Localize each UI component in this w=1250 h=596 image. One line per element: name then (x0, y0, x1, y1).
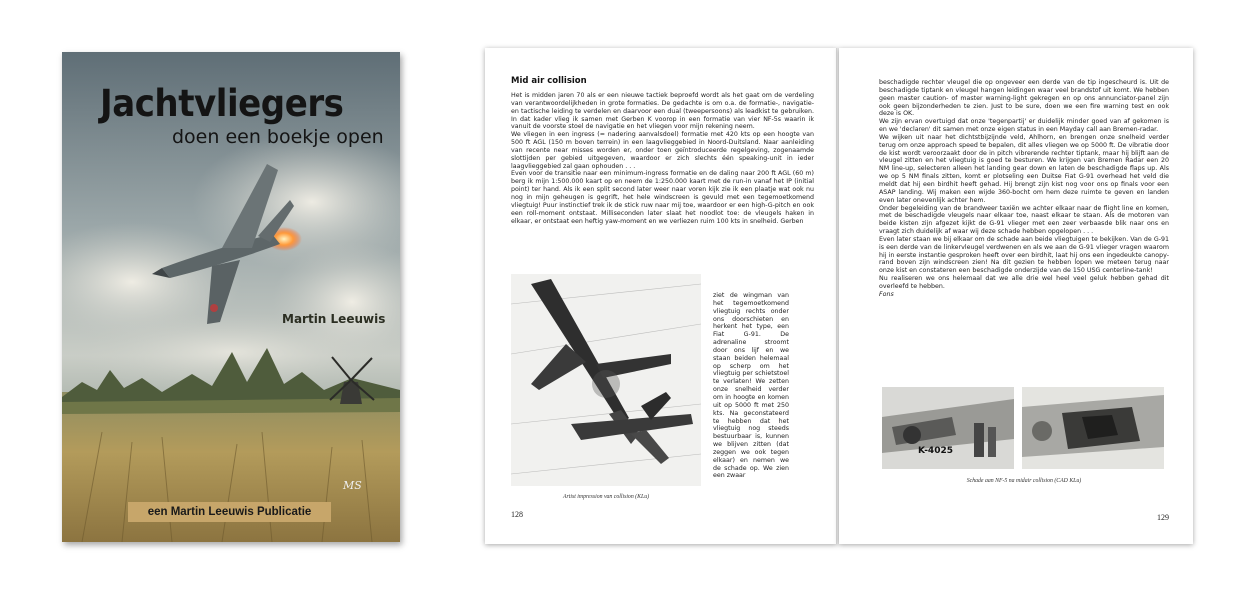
publisher-banner: een Martin Leeuwis Publicatie (128, 502, 331, 522)
paragraph: We vliegen in een ingress (= nadering aanvalsdoel) formatie met 420 kts op een hoogte van 500 ft AGL (150 m boven terrein) in een laagvlieggebied in Noord-Duitsland. Naar aanleiding van recente near misses worden er, onder toen geïntroduceerde regelgeving, zogenaamde slottijden per gebied uitgegeven, waardoor er zich slechts één speaking-unit in ieder laagvlieggebied zal gaan ophouden . . . (511, 131, 814, 170)
left-page-body (511, 92, 814, 225)
paragraph: Even later staan we bij elkaar om de schade aan beide vliegtuigen te bekijken. Van de G-91 is een derde van de linkervleugel verdwenen en als we aan de G-91 vlieger vragen waarom hij in eerste instantie gesproken heeft over een birdhit, laat hij ons een ingedeukte canopy-rand boven zijn windscreen zien! Na dit gezien te hebben lopen we meteen terug naar onze kist en constateren een beschadigde onderzijde van de 150 USG centerline-tank! (879, 235, 1169, 275)
cover-subtitle: doen een boekje open (172, 126, 384, 148)
page-number: 128 (511, 510, 523, 519)
illustration-caption: Artist impression van collision (KLu) (562, 494, 650, 500)
chapter-heading: Mid air collision (511, 76, 587, 86)
artist-signature: MS (343, 479, 362, 492)
cover-title: Jachtvliegers (100, 82, 344, 125)
paragraph: We wijken uit naar het dichtstbijzijnde veld, Ahlhorn, en brengen onze snelheid verder terug om onze approach speed te bepalen, dit alles vliegen we op 5000 ft. De vibratie door de kist wordt veroorzaakt door de in pitch vibrerende rechter tiptank, maar hij blijft aan de vleugel zitten en het vliegtuig is goed te besturen. We krijgen van Bremen Radar een 20 NM line-up, selecteren alleen het landing gear down en laten de beschadigde flaps up. Als we op 5 NM finals zitten, komt er plotseling een Duitse Fiat G-91 overhead het veld die meldt dat hij een birdhit heeft gehad. Hij brengt zijn kist nog voor ons op finals voor een ASAP landing. Wij maken een wijde 360-bocht om hem deze ruimte te geven en landen even later onevenlijk achter hem. (879, 133, 1169, 204)
paragraph: Het is midden jaren 70 als er een nieuwe tactiek beproefd wordt als het gaat om de verdeling van verantwoordelijkheden in grote formaties. De gedachte is om o.a. de formatie-, navigatie- en tactische leiding te verdelen en daarvoor een dual (tweepersoons) als leadkist te gebruiken. In dat kader vlieg ik samen met Gerben K voorop in een formatie van vier NF-5s waarin ik vanuit de voorste stoel de navigatie en het vliegen voor mijn rekening neem. (511, 92, 814, 131)
page-129 (839, 48, 1193, 544)
page-128 (485, 48, 837, 544)
page-number: 129 (1157, 513, 1169, 522)
book-cover (62, 52, 400, 542)
paragraph: beschadigde rechter vleugel die op ongeveer een derde van de tip ingescheurd is. Uit de beschadigde tiptank en vleugel hangen leidingen waar veel brandstof uit komt. We hebben geen master caution- of master warning-light gekregen en op ons annunciator-panel zijn ook geen bijzonderheden te zien. Just to be sure, doen we een fire warning test en ook deze is OK. (879, 79, 1169, 118)
damage-photo-left (882, 387, 1014, 469)
paragraph: Onder begeleiding van de brandweer taxiën we achter elkaar naar de flight line en komen, met de beschadigde vleugels naar elkaar toe, naast elkaar te staan. Als de motoren van beide kisten zijn afgezet kijkt de G-91 vlieger met een zeer verbaasde blik naar ons en vraagt zich duidelijk af waar wij deze schade hebben opgelopen . . . (879, 204, 1169, 236)
photo-caption: Schade aan NF-5 na midair collision (CAD KLu) (966, 478, 1082, 484)
cover-author: Martin Leeuwis (282, 312, 386, 326)
right-page-body (879, 79, 1169, 299)
aircraft-marking: K-4025 (918, 446, 953, 456)
paragraph: Even voor de transitie naar een minimum-ingress formatie en de daling naar 200 ft AGL (60 m) berg ik mijn 1:500.000 kaart op en neem de 1:250.000 kaart met de run-in vanaf het IP (initial point) ter hand. Als ik een split second later weer naar voren kijk zie ik een plaatje wat ook nu nog in mijn geheugen is gegrift, het hele windscreen is gevuld met een tegemoetkomend vliegtuig! Puur instinctief trek ik de stick ruw naar mij toe, waardoor er een high-G-pitch en ook een roll-moment ontstaat. Milliseconden later slaat het noodlot toe: de vleugels haken in elkaar, er ontstaat een heftig yaw-moment en we verliezen ruim 100 kts in snelheid. Gerben (511, 170, 814, 225)
author-signoff: Fons (879, 290, 894, 298)
side-column-text: ziet de wingman van het tegemoetkomend vliegtuig rechts onder ons doorschieten en herkent het type, een Fiat G-91. De adrenaline stroomt door ons lijf en we staan beiden helemaal op scherp om het vliegtuig per schietstoel te verlaten! We zetten onze snelheid verder om in hoogte en komen uit op 5000 ft met 250 kts. Na geconstateerd te hebben dat het vliegtuig nog steeds bestuurbaar is, kunnen we blijven zitten (dat zeggen we ook tegen elkaar) en nemen we de schade op. We zien een zwaar (713, 292, 789, 480)
collision-illustration (511, 274, 701, 486)
paragraph: Nu realiseren we ons helemaal dat we alle drie wel heel veel geluk hebben gehad dit overleefd te hebben. (879, 275, 1169, 290)
paragraph: We zijn ervan overtuigd dat onze 'tegenpartij' er duidelijk minder goed van af gekomen is en we 'declaren' dit samen met onze eigen status in een Mayday call aan Bremen-radar. (879, 118, 1169, 134)
damage-photo-right (1022, 387, 1164, 469)
